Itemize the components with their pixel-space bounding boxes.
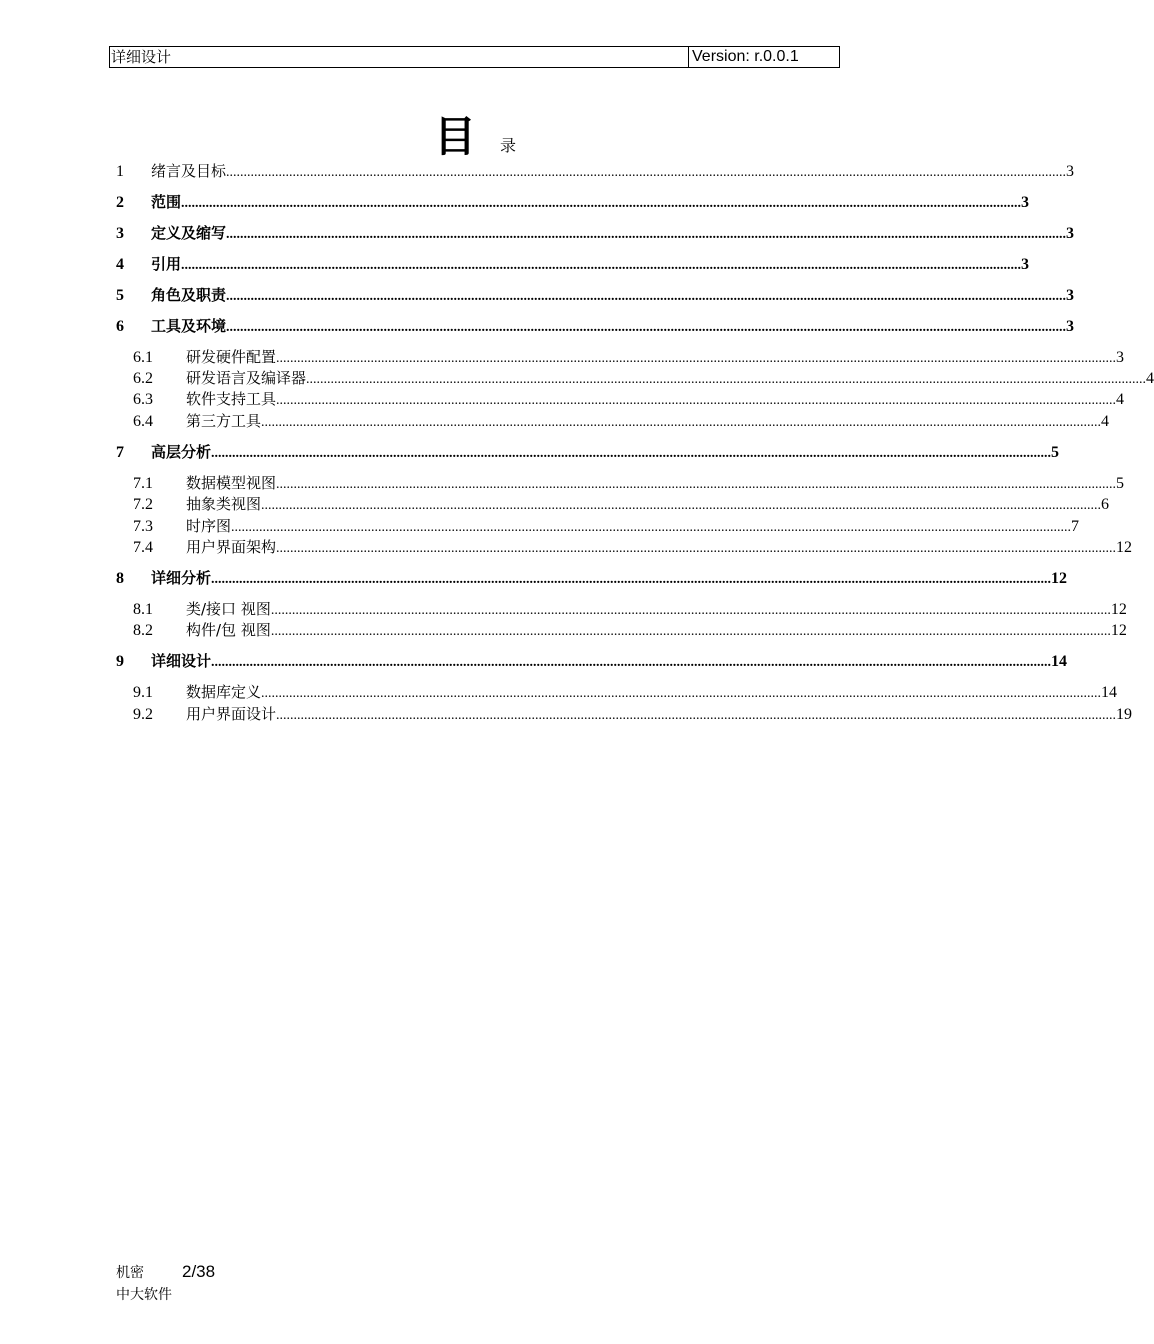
page-footer bbox=[116, 1262, 215, 1304]
toc-entry-number: 9.2 bbox=[133, 706, 153, 723]
dot-leader: ................................................................................................................................................................................................................................................ bbox=[276, 351, 1117, 366]
toc-entry-page: 3 bbox=[1116, 349, 1125, 366]
toc-entry-6-3[interactable] bbox=[116, 388, 1125, 410]
toc-entry-8-1[interactable] bbox=[116, 598, 1127, 620]
dot-leader: ................................................................................................................................................................................................................................................ bbox=[276, 708, 1117, 723]
toc-entry-title: 角色及职责 bbox=[151, 286, 227, 304]
toc-entry-title: 详细分析 bbox=[151, 569, 212, 587]
dot-leader: ................................................................................................................................................................................................................................................ bbox=[270, 624, 1111, 639]
dot-leader: ................................................................................................................................................................................................................................................ bbox=[211, 446, 1052, 461]
toc-entry-page: 5 bbox=[1116, 475, 1125, 492]
toc-entry-page: 4 bbox=[1116, 391, 1125, 408]
toc-entry-number: 7 bbox=[116, 444, 124, 461]
toc-entry-number: 7.4 bbox=[133, 539, 153, 556]
toc-entry-page: 12 bbox=[1051, 570, 1068, 587]
toc-entry-title: 详细设计 bbox=[151, 652, 212, 670]
toc-entry-number: 9 bbox=[116, 653, 124, 670]
toc-entry-title: 时序图 bbox=[186, 517, 232, 535]
toc-entry-number: 3 bbox=[116, 225, 124, 242]
toc-entry-title: 用户界面架构 bbox=[186, 538, 277, 556]
dot-leader: ................................................................................................................................................................................................................................................ bbox=[211, 655, 1052, 670]
toc-entry-7-3[interactable] bbox=[116, 515, 1080, 537]
toc-entry-title: 第三方工具 bbox=[186, 412, 262, 430]
toc-entry-page: 6 bbox=[1101, 496, 1110, 513]
toc-entry-number: 8 bbox=[116, 570, 124, 587]
toc-entry-8[interactable] bbox=[116, 567, 1068, 589]
dot-leader: ................................................................................................................................................................................................................................................ bbox=[211, 572, 1052, 587]
dot-leader: ................................................................................................................................................................................................................................................ bbox=[226, 289, 1067, 304]
dot-leader: ................................................................................................................................................................................................................................................ bbox=[306, 372, 1147, 387]
toc-entry-6-1[interactable] bbox=[116, 346, 1125, 368]
toc-entry-page: 3 bbox=[1066, 318, 1075, 335]
toc-entry-page: 14 bbox=[1051, 653, 1068, 670]
toc-entry-page: 4 bbox=[1146, 370, 1154, 387]
toc-entry-page: 3 bbox=[1021, 256, 1030, 273]
toc-entry-title: 高层分析 bbox=[151, 443, 212, 461]
toc-entry-3[interactable] bbox=[116, 222, 1075, 244]
dot-leader: ................................................................................................................................................................................................................................................ bbox=[231, 520, 1072, 535]
toc-entry-page: 7 bbox=[1071, 518, 1080, 535]
toc-entry-7[interactable] bbox=[116, 441, 1060, 463]
toc-heading-sub: 录 bbox=[500, 136, 517, 155]
toc-entry-title: 用户界面设计 bbox=[186, 705, 277, 723]
toc-entry-7-1[interactable] bbox=[116, 472, 1125, 494]
dot-leader: ................................................................................................................................................................................................................................................ bbox=[181, 258, 1022, 273]
toc-entry-4[interactable] bbox=[116, 253, 1030, 275]
toc-entry-number: 6.4 bbox=[133, 413, 153, 430]
toc-entry-title: 范围 bbox=[151, 193, 182, 211]
toc-entry-title: 工具及环境 bbox=[151, 317, 227, 335]
toc-entry-page: 12 bbox=[1110, 601, 1127, 618]
dot-leader: ................................................................................................................................................................................................................................................ bbox=[226, 227, 1067, 242]
toc-entry-5[interactable] bbox=[116, 284, 1075, 306]
toc-entry-9-2[interactable] bbox=[116, 703, 1133, 725]
dot-leader: ................................................................................................................................................................................................................................................ bbox=[261, 686, 1102, 701]
toc-entry-title: 研发硬件配置 bbox=[186, 348, 277, 366]
toc-entry-number: 1 bbox=[116, 163, 124, 180]
toc-entry-title: 研发语言及编译器 bbox=[186, 369, 307, 387]
dot-leader: ................................................................................................................................................................................................................................................ bbox=[261, 498, 1102, 513]
toc-entry-page: 3 bbox=[1066, 225, 1075, 242]
toc-entry-6-2[interactable] bbox=[116, 367, 1154, 389]
toc-heading bbox=[0, 104, 950, 164]
toc-entry-title: 绪言及目标 bbox=[151, 162, 227, 180]
dot-leader: ................................................................................................................................................................................................................................................ bbox=[276, 541, 1117, 556]
toc-entry-number: 7.2 bbox=[133, 496, 153, 513]
toc-entry-number: 7.3 bbox=[133, 518, 153, 535]
toc-entry-number: 7.1 bbox=[133, 475, 153, 492]
toc-entry-page: 5 bbox=[1051, 444, 1060, 461]
toc-entry-page: 3 bbox=[1066, 287, 1075, 304]
toc-entry-number: 5 bbox=[116, 287, 124, 304]
toc-entry-number: 2 bbox=[116, 194, 124, 211]
toc-entry-6-4[interactable] bbox=[116, 410, 1110, 432]
header-doc-title: 详细设计 bbox=[110, 47, 689, 67]
toc-entry-title: 类/接口 视图 bbox=[186, 600, 271, 618]
toc-entry-page: 14 bbox=[1101, 684, 1118, 701]
dot-leader: ................................................................................................................................................................................................................................................ bbox=[270, 603, 1111, 618]
toc-entry-title: 数据模型视图 bbox=[186, 474, 277, 492]
toc-entry-page: 19 bbox=[1116, 706, 1133, 723]
toc-entry-page: 4 bbox=[1101, 413, 1110, 430]
toc-entry-number: 8.1 bbox=[133, 601, 153, 618]
toc-entry-number: 6 bbox=[116, 318, 124, 335]
toc-entry-page: 12 bbox=[1116, 539, 1133, 556]
dot-leader: ................................................................................................................................................................................................................................................ bbox=[261, 415, 1102, 430]
toc-entry-title: 构件/包 视图 bbox=[186, 621, 271, 639]
toc-entry-number: 6.3 bbox=[133, 391, 153, 408]
toc-entry-1[interactable] bbox=[116, 160, 1075, 182]
toc-entry-title: 抽象类视图 bbox=[186, 495, 262, 513]
running-header bbox=[109, 46, 840, 68]
toc-entry-title: 定义及缩写 bbox=[151, 224, 227, 242]
toc-entry-2[interactable] bbox=[116, 191, 1030, 213]
footer-confidential: 机密 bbox=[116, 1265, 144, 1281]
toc-entry-6[interactable] bbox=[116, 315, 1075, 337]
toc-entry-number: 4 bbox=[116, 256, 124, 273]
footer-company: 中大软件 bbox=[116, 1287, 172, 1303]
dot-leader: ................................................................................................................................................................................................................................................ bbox=[181, 196, 1022, 211]
toc-entry-8-2[interactable] bbox=[116, 619, 1127, 641]
toc-entry-7-2[interactable] bbox=[116, 493, 1110, 515]
toc-entry-9[interactable] bbox=[116, 650, 1068, 672]
footer-page-number: 2/38 bbox=[182, 1262, 216, 1281]
dot-leader: ................................................................................................................................................................................................................................................ bbox=[276, 477, 1117, 492]
toc-entry-number: 9.1 bbox=[133, 684, 153, 701]
toc-entry-number: 6.1 bbox=[133, 349, 153, 366]
toc-heading-main: 目 bbox=[433, 112, 476, 161]
toc-entry-title: 引用 bbox=[151, 255, 182, 273]
toc-entry-number: 6.2 bbox=[133, 370, 153, 387]
toc-entry-page: 3 bbox=[1021, 194, 1030, 211]
toc-entry-page: 3 bbox=[1066, 163, 1075, 180]
toc-entry-number: 8.2 bbox=[133, 622, 153, 639]
toc-entry-9-1[interactable] bbox=[116, 681, 1118, 703]
header-version: Version: r.0.0.1 bbox=[692, 48, 799, 65]
dot-leader: ................................................................................................................................................................................................................................................ bbox=[276, 393, 1117, 408]
dot-leader: ................................................................................................................................................................................................................................................ bbox=[226, 165, 1067, 180]
toc-entry-page: 12 bbox=[1110, 622, 1127, 639]
toc-entry-7-4[interactable] bbox=[116, 536, 1133, 558]
dot-leader: ................................................................................................................................................................................................................................................ bbox=[226, 320, 1067, 335]
toc-entry-title: 数据库定义 bbox=[186, 683, 262, 701]
toc-entry-title: 软件支持工具 bbox=[186, 390, 277, 408]
